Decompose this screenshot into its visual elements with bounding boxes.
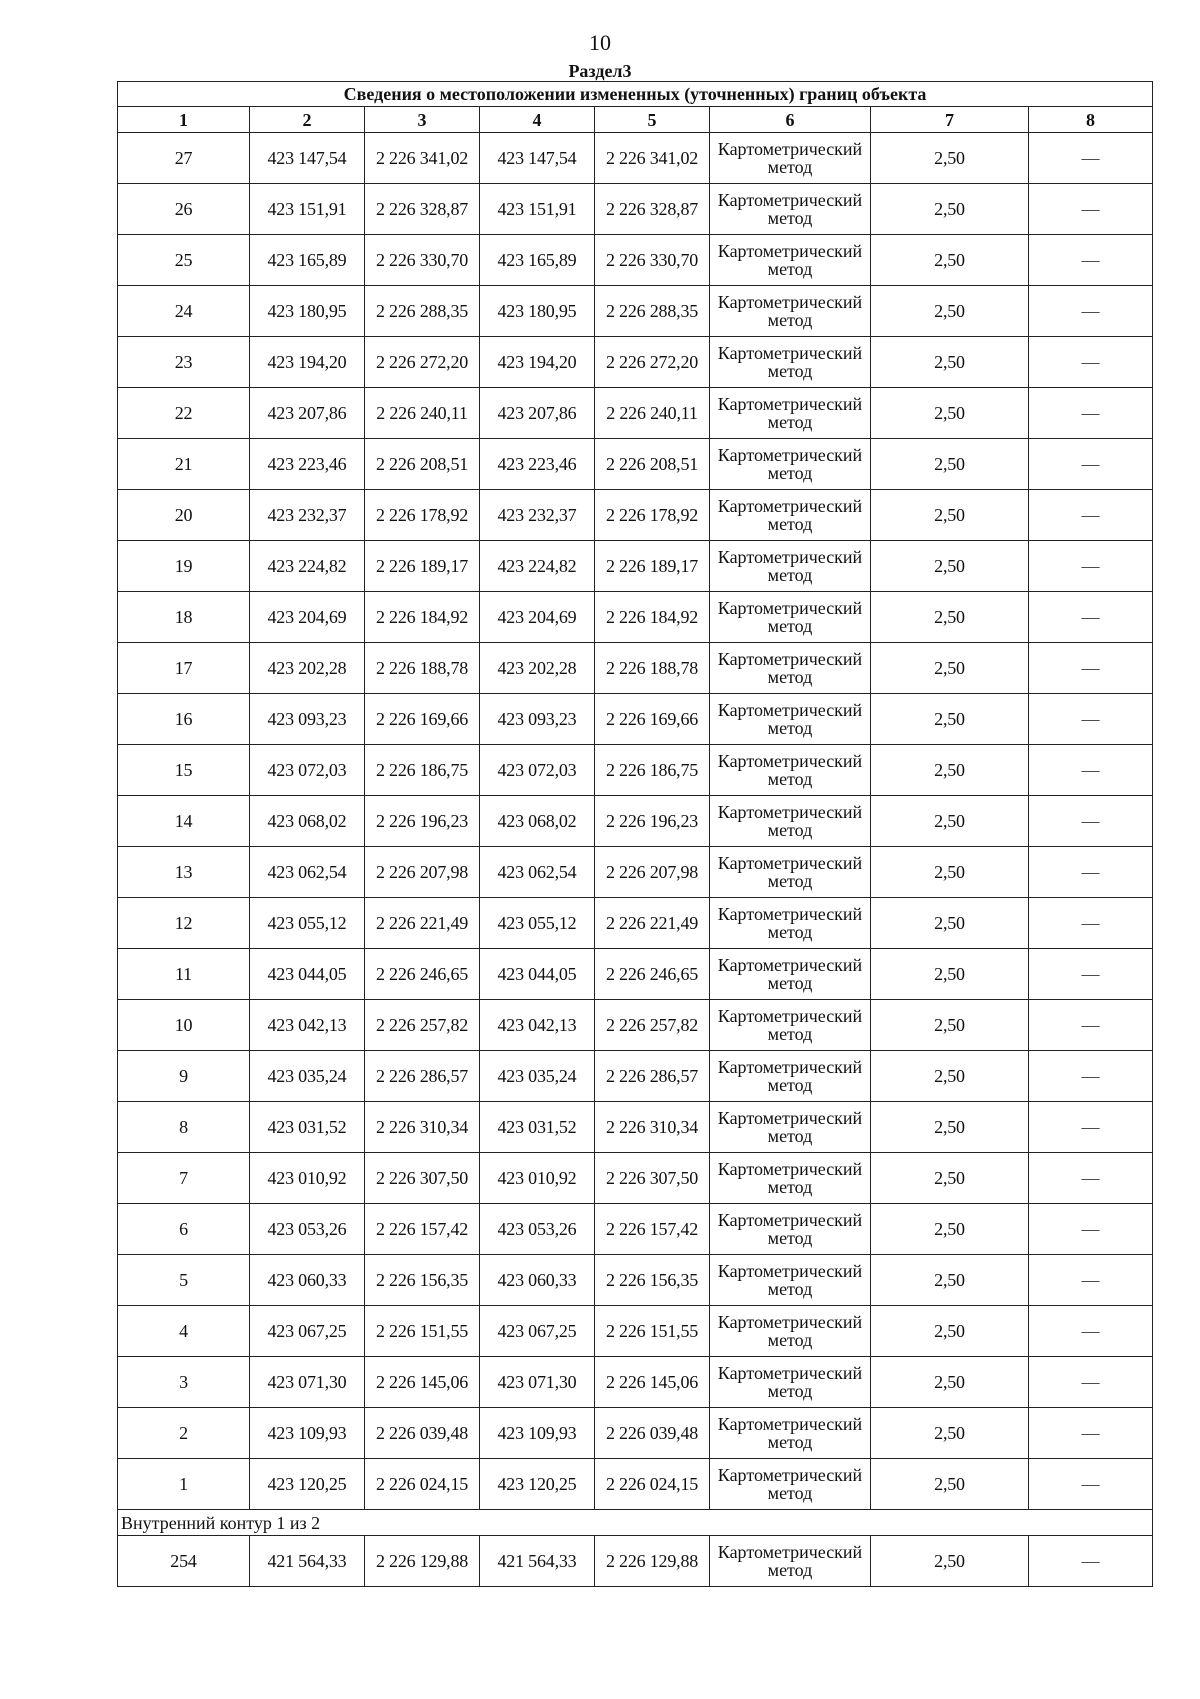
precision-cell: 2,50 (871, 1536, 1029, 1587)
precision-cell: 2,50 (871, 235, 1029, 286)
x-new-cell: 423 151,91 (480, 184, 595, 235)
method-cell: Картометрический метод (710, 745, 871, 796)
table-row (118, 1408, 1153, 1459)
method-cell: Картометрический метод (710, 541, 871, 592)
note-cell: — (1029, 1153, 1153, 1204)
table-row (118, 949, 1153, 1000)
note-cell: — (1029, 1357, 1153, 1408)
x-new-cell: 423 072,03 (480, 745, 595, 796)
x-existing-cell: 423 060,33 (250, 1255, 365, 1306)
y-existing-cell: 2 226 024,15 (365, 1459, 480, 1510)
y-new-cell: 2 226 330,70 (595, 235, 710, 286)
x-existing-cell: 423 232,37 (250, 490, 365, 541)
method-cell: Картометрический метод (710, 1306, 871, 1357)
note-cell: — (1029, 337, 1153, 388)
precision-cell: 2,50 (871, 1306, 1029, 1357)
table-row (118, 388, 1153, 439)
y-existing-cell: 2 226 328,87 (365, 184, 480, 235)
column-number: 3 (365, 107, 480, 133)
point-number-cell: 21 (118, 439, 250, 490)
method-cell: Картометрический метод (710, 133, 871, 184)
point-number-cell: 12 (118, 898, 250, 949)
x-existing-cell: 423 053,26 (250, 1204, 365, 1255)
x-existing-cell: 423 068,02 (250, 796, 365, 847)
point-number-cell: 13 (118, 847, 250, 898)
x-existing-cell: 423 042,13 (250, 1000, 365, 1051)
note-cell: — (1029, 490, 1153, 541)
precision-cell: 2,50 (871, 1153, 1029, 1204)
note-cell: — (1029, 1306, 1153, 1357)
x-existing-cell: 423 067,25 (250, 1306, 365, 1357)
note-cell: — (1029, 694, 1153, 745)
y-new-cell: 2 226 184,92 (595, 592, 710, 643)
y-existing-cell: 2 226 184,92 (365, 592, 480, 643)
method-cell: Картометрический метод (710, 1000, 871, 1051)
y-new-cell: 2 226 257,82 (595, 1000, 710, 1051)
y-existing-cell: 2 226 240,11 (365, 388, 480, 439)
table-row (118, 1306, 1153, 1357)
x-existing-cell: 423 010,92 (250, 1153, 365, 1204)
inner-contour-row (118, 1510, 1153, 1536)
y-new-cell: 2 226 157,42 (595, 1204, 710, 1255)
x-new-cell: 423 044,05 (480, 949, 595, 1000)
boundary-coordinates-table (117, 81, 1153, 1587)
point-number-cell: 8 (118, 1102, 250, 1153)
table-row (118, 184, 1153, 235)
table-caption: Сведения о местоположении измененных (уточненных) границ объекта (118, 82, 1153, 107)
precision-cell: 2,50 (871, 1357, 1029, 1408)
y-new-cell: 2 226 196,23 (595, 796, 710, 847)
method-cell: Картометрический метод (710, 949, 871, 1000)
y-existing-cell: 2 226 151,55 (365, 1306, 480, 1357)
precision-cell: 2,50 (871, 745, 1029, 796)
table-row (118, 1204, 1153, 1255)
x-new-cell: 423 109,93 (480, 1408, 595, 1459)
point-number-cell: 22 (118, 388, 250, 439)
precision-cell: 2,50 (871, 796, 1029, 847)
table-row (118, 1051, 1153, 1102)
table-row (118, 541, 1153, 592)
x-existing-cell: 423 120,25 (250, 1459, 365, 1510)
x-existing-cell: 423 093,23 (250, 694, 365, 745)
y-existing-cell: 2 226 156,35 (365, 1255, 480, 1306)
x-new-cell: 423 031,52 (480, 1102, 595, 1153)
point-number-cell: 3 (118, 1357, 250, 1408)
precision-cell: 2,50 (871, 1408, 1029, 1459)
table-row (118, 745, 1153, 796)
point-number-cell: 17 (118, 643, 250, 694)
table-row (118, 643, 1153, 694)
x-existing-cell: 423 151,91 (250, 184, 365, 235)
precision-cell: 2,50 (871, 184, 1029, 235)
x-existing-cell: 423 062,54 (250, 847, 365, 898)
precision-cell: 2,50 (871, 388, 1029, 439)
y-existing-cell: 2 226 207,98 (365, 847, 480, 898)
method-cell: Картометрический метод (710, 1357, 871, 1408)
y-new-cell: 2 226 024,15 (595, 1459, 710, 1510)
table-row (118, 1459, 1153, 1510)
table-row (118, 1153, 1153, 1204)
y-existing-cell: 2 226 257,82 (365, 1000, 480, 1051)
method-cell: Картометрический метод (710, 388, 871, 439)
column-number: 1 (118, 107, 250, 133)
precision-cell: 2,50 (871, 1051, 1029, 1102)
y-new-cell: 2 226 310,34 (595, 1102, 710, 1153)
y-new-cell: 2 226 286,57 (595, 1051, 710, 1102)
y-new-cell: 2 226 221,49 (595, 898, 710, 949)
method-cell: Картометрический метод (710, 1408, 871, 1459)
x-new-cell: 423 232,37 (480, 490, 595, 541)
x-existing-cell: 423 204,69 (250, 592, 365, 643)
y-existing-cell: 2 226 169,66 (365, 694, 480, 745)
x-existing-cell: 423 224,82 (250, 541, 365, 592)
table-row (118, 847, 1153, 898)
y-new-cell: 2 226 341,02 (595, 133, 710, 184)
column-number: 2 (250, 107, 365, 133)
note-cell: — (1029, 1051, 1153, 1102)
table-caption-row (118, 82, 1153, 107)
column-number: 7 (871, 107, 1029, 133)
x-new-cell: 423 147,54 (480, 133, 595, 184)
table-row (118, 694, 1153, 745)
column-number: 6 (710, 107, 871, 133)
x-new-cell: 423 068,02 (480, 796, 595, 847)
point-number-cell: 254 (118, 1536, 250, 1587)
x-existing-cell: 423 044,05 (250, 949, 365, 1000)
y-new-cell: 2 226 188,78 (595, 643, 710, 694)
point-number-cell: 4 (118, 1306, 250, 1357)
y-existing-cell: 2 226 307,50 (365, 1153, 480, 1204)
precision-cell: 2,50 (871, 337, 1029, 388)
y-existing-cell: 2 226 286,57 (365, 1051, 480, 1102)
y-new-cell: 2 226 189,17 (595, 541, 710, 592)
precision-cell: 2,50 (871, 1459, 1029, 1510)
precision-cell: 2,50 (871, 1255, 1029, 1306)
x-existing-cell: 423 194,20 (250, 337, 365, 388)
precision-cell: 2,50 (871, 643, 1029, 694)
x-existing-cell: 423 207,86 (250, 388, 365, 439)
note-cell: — (1029, 1255, 1153, 1306)
note-cell: — (1029, 133, 1153, 184)
table-row (118, 1102, 1153, 1153)
y-existing-cell: 2 226 330,70 (365, 235, 480, 286)
precision-cell: 2,50 (871, 133, 1029, 184)
x-existing-cell: 421 564,33 (250, 1536, 365, 1587)
note-cell: — (1029, 592, 1153, 643)
method-cell: Картометрический метод (710, 643, 871, 694)
y-new-cell: 2 226 307,50 (595, 1153, 710, 1204)
column-number-row (118, 107, 1153, 133)
column-number: 5 (595, 107, 710, 133)
y-existing-cell: 2 226 186,75 (365, 745, 480, 796)
point-number-cell: 2 (118, 1408, 250, 1459)
method-cell: Картометрический метод (710, 796, 871, 847)
y-new-cell: 2 226 208,51 (595, 439, 710, 490)
note-cell: — (1029, 235, 1153, 286)
x-existing-cell: 423 109,93 (250, 1408, 365, 1459)
point-number-cell: 14 (118, 796, 250, 847)
y-existing-cell: 2 226 188,78 (365, 643, 480, 694)
point-number-cell: 1 (118, 1459, 250, 1510)
note-cell: — (1029, 1204, 1153, 1255)
precision-cell: 2,50 (871, 847, 1029, 898)
x-new-cell: 423 071,30 (480, 1357, 595, 1408)
point-number-cell: 11 (118, 949, 250, 1000)
x-existing-cell: 423 165,89 (250, 235, 365, 286)
method-cell: Картометрический метод (710, 337, 871, 388)
note-cell: — (1029, 439, 1153, 490)
x-new-cell: 423 035,24 (480, 1051, 595, 1102)
table-row (118, 235, 1153, 286)
x-existing-cell: 423 072,03 (250, 745, 365, 796)
method-cell: Картометрический метод (710, 1536, 871, 1587)
y-new-cell: 2 226 156,35 (595, 1255, 710, 1306)
precision-cell: 2,50 (871, 1000, 1029, 1051)
x-existing-cell: 423 202,28 (250, 643, 365, 694)
y-new-cell: 2 226 178,92 (595, 490, 710, 541)
x-new-cell: 423 207,86 (480, 388, 595, 439)
note-cell: — (1029, 541, 1153, 592)
x-existing-cell: 423 223,46 (250, 439, 365, 490)
table-row (118, 1000, 1153, 1051)
method-cell: Картометрический метод (710, 286, 871, 337)
x-existing-cell: 423 147,54 (250, 133, 365, 184)
precision-cell: 2,50 (871, 439, 1029, 490)
precision-cell: 2,50 (871, 694, 1029, 745)
x-new-cell: 423 010,92 (480, 1153, 595, 1204)
y-new-cell: 2 226 328,87 (595, 184, 710, 235)
point-number-cell: 26 (118, 184, 250, 235)
x-new-cell: 423 180,95 (480, 286, 595, 337)
point-number-cell: 7 (118, 1153, 250, 1204)
x-existing-cell: 423 031,52 (250, 1102, 365, 1153)
table-row (118, 898, 1153, 949)
method-cell: Картометрический метод (710, 694, 871, 745)
y-new-cell: 2 226 288,35 (595, 286, 710, 337)
x-existing-cell: 423 035,24 (250, 1051, 365, 1102)
table-row (118, 1536, 1153, 1587)
note-cell: — (1029, 745, 1153, 796)
y-existing-cell: 2 226 196,23 (365, 796, 480, 847)
y-existing-cell: 2 226 310,34 (365, 1102, 480, 1153)
y-existing-cell: 2 226 246,65 (365, 949, 480, 1000)
table-row (118, 286, 1153, 337)
x-new-cell: 423 042,13 (480, 1000, 595, 1051)
note-cell: — (1029, 1536, 1153, 1587)
point-number-cell: 5 (118, 1255, 250, 1306)
point-number-cell: 25 (118, 235, 250, 286)
y-new-cell: 2 226 145,06 (595, 1357, 710, 1408)
note-cell: — (1029, 286, 1153, 337)
x-existing-cell: 423 180,95 (250, 286, 365, 337)
table-row (118, 337, 1153, 388)
precision-cell: 2,50 (871, 286, 1029, 337)
precision-cell: 2,50 (871, 541, 1029, 592)
y-new-cell: 2 226 272,20 (595, 337, 710, 388)
table-row (118, 592, 1153, 643)
y-existing-cell: 2 226 189,17 (365, 541, 480, 592)
table-row (118, 1255, 1153, 1306)
x-new-cell: 423 067,25 (480, 1306, 595, 1357)
point-number-cell: 16 (118, 694, 250, 745)
x-new-cell: 423 062,54 (480, 847, 595, 898)
method-cell: Картометрический метод (710, 235, 871, 286)
note-cell: — (1029, 1459, 1153, 1510)
method-cell: Картометрический метод (710, 592, 871, 643)
method-cell: Картометрический метод (710, 1255, 871, 1306)
y-new-cell: 2 226 039,48 (595, 1408, 710, 1459)
y-existing-cell: 2 226 221,49 (365, 898, 480, 949)
x-new-cell: 423 165,89 (480, 235, 595, 286)
point-number-cell: 18 (118, 592, 250, 643)
point-number-cell: 20 (118, 490, 250, 541)
method-cell: Картометрический метод (710, 439, 871, 490)
table-row (118, 439, 1153, 490)
point-number-cell: 24 (118, 286, 250, 337)
table-row (118, 1357, 1153, 1408)
method-cell: Картометрический метод (710, 490, 871, 541)
method-cell: Картометрический метод (710, 1051, 871, 1102)
note-cell: — (1029, 184, 1153, 235)
note-cell: — (1029, 1408, 1153, 1459)
point-number-cell: 10 (118, 1000, 250, 1051)
inner-contour-label: Внутренний контур 1 из 2 (118, 1510, 1153, 1536)
y-existing-cell: 2 226 288,35 (365, 286, 480, 337)
x-new-cell: 423 223,46 (480, 439, 595, 490)
method-cell: Картометрический метод (710, 1204, 871, 1255)
precision-cell: 2,50 (871, 592, 1029, 643)
table-row (118, 796, 1153, 847)
point-number-cell: 27 (118, 133, 250, 184)
table-row (118, 490, 1153, 541)
precision-cell: 2,50 (871, 898, 1029, 949)
point-number-cell: 19 (118, 541, 250, 592)
page-number: 10 (589, 30, 611, 55)
y-new-cell: 2 226 151,55 (595, 1306, 710, 1357)
x-new-cell: 423 194,20 (480, 337, 595, 388)
y-new-cell: 2 226 240,11 (595, 388, 710, 439)
y-existing-cell: 2 226 178,92 (365, 490, 480, 541)
note-cell: — (1029, 949, 1153, 1000)
column-number: 8 (1029, 107, 1153, 133)
x-new-cell: 423 060,33 (480, 1255, 595, 1306)
method-cell: Картометрический метод (710, 1459, 871, 1510)
y-new-cell: 2 226 246,65 (595, 949, 710, 1000)
note-cell: — (1029, 1102, 1153, 1153)
y-new-cell: 2 226 169,66 (595, 694, 710, 745)
note-cell: — (1029, 847, 1153, 898)
precision-cell: 2,50 (871, 949, 1029, 1000)
precision-cell: 2,50 (871, 1204, 1029, 1255)
table-row (118, 133, 1153, 184)
column-number: 4 (480, 107, 595, 133)
y-new-cell: 2 226 207,98 (595, 847, 710, 898)
note-cell: — (1029, 898, 1153, 949)
method-cell: Картометрический метод (710, 847, 871, 898)
y-existing-cell: 2 226 272,20 (365, 337, 480, 388)
point-number-cell: 15 (118, 745, 250, 796)
point-number-cell: 9 (118, 1051, 250, 1102)
method-cell: Картометрический метод (710, 184, 871, 235)
section-title: Раздел3 (568, 61, 632, 81)
x-existing-cell: 423 071,30 (250, 1357, 365, 1408)
y-existing-cell: 2 226 145,06 (365, 1357, 480, 1408)
x-new-cell: 423 202,28 (480, 643, 595, 694)
method-cell: Картометрический метод (710, 1153, 871, 1204)
x-existing-cell: 423 055,12 (250, 898, 365, 949)
x-new-cell: 423 093,23 (480, 694, 595, 745)
point-number-cell: 6 (118, 1204, 250, 1255)
method-cell: Картометрический метод (710, 1102, 871, 1153)
method-cell: Картометрический метод (710, 898, 871, 949)
x-new-cell: 423 224,82 (480, 541, 595, 592)
note-cell: — (1029, 1000, 1153, 1051)
x-new-cell: 423 055,12 (480, 898, 595, 949)
y-existing-cell: 2 226 129,88 (365, 1536, 480, 1587)
note-cell: — (1029, 388, 1153, 439)
x-new-cell: 423 120,25 (480, 1459, 595, 1510)
y-existing-cell: 2 226 039,48 (365, 1408, 480, 1459)
x-new-cell: 423 204,69 (480, 592, 595, 643)
y-existing-cell: 2 226 208,51 (365, 439, 480, 490)
y-existing-cell: 2 226 157,42 (365, 1204, 480, 1255)
note-cell: — (1029, 643, 1153, 694)
x-new-cell: 421 564,33 (480, 1536, 595, 1587)
precision-cell: 2,50 (871, 490, 1029, 541)
point-number-cell: 23 (118, 337, 250, 388)
y-existing-cell: 2 226 341,02 (365, 133, 480, 184)
x-new-cell: 423 053,26 (480, 1204, 595, 1255)
note-cell: — (1029, 796, 1153, 847)
y-new-cell: 2 226 186,75 (595, 745, 710, 796)
y-new-cell: 2 226 129,88 (595, 1536, 710, 1587)
precision-cell: 2,50 (871, 1102, 1029, 1153)
